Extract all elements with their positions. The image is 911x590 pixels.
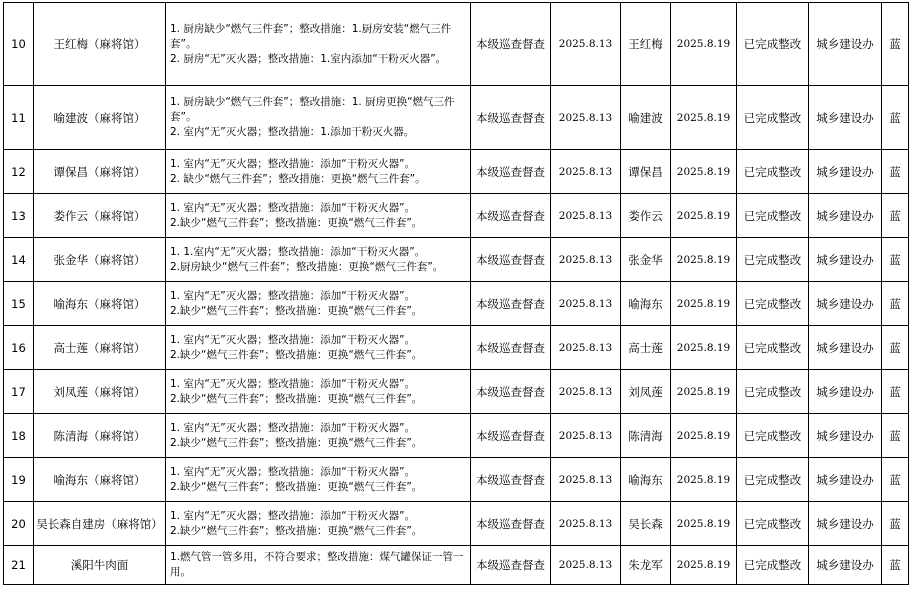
status-cell xyxy=(737,370,809,414)
risk-level-cell xyxy=(882,414,909,458)
status-cell xyxy=(737,546,809,585)
row-number xyxy=(4,458,34,502)
issue-line: 2.缺少“燃气三件套”；整改措施：更换“燃气三件套”。 xyxy=(170,216,423,229)
risk-level-text: 蓝 xyxy=(889,208,901,223)
risk-level-cell xyxy=(882,194,909,238)
status-text: 已完成整改 xyxy=(743,252,802,267)
found-date-text: 2025.8.13 xyxy=(558,473,613,486)
table-row xyxy=(4,86,909,150)
location-text: 高士莲（麻将馆） xyxy=(53,340,146,355)
source-cell xyxy=(471,238,551,282)
location-text: 喻海东（麻将馆） xyxy=(53,472,146,487)
issue-line: 1. 室内“无”灭火器；整改措施：添加“干粉灭火器”。 xyxy=(170,157,416,170)
location-cell xyxy=(34,414,166,458)
row-number xyxy=(4,326,34,370)
risk-level-text: 蓝 xyxy=(889,110,901,125)
row-number xyxy=(4,3,34,86)
person-text: 谭保昌 xyxy=(628,164,663,179)
person-text: 刘凤莲 xyxy=(628,384,663,399)
row-number xyxy=(4,150,34,194)
person-text: 陈清海 xyxy=(628,428,663,443)
table-row xyxy=(4,3,909,86)
department-text: 城乡建设办 xyxy=(816,472,874,487)
table-row xyxy=(4,194,909,238)
department-text: 城乡建设办 xyxy=(816,252,874,267)
issue-line: 2.厨房缺少“燃气三件套”；整改措施：更换“燃气三件套”。 xyxy=(170,260,444,273)
found-date-text: 2025.8.13 xyxy=(558,297,613,310)
deadline-cell xyxy=(671,238,737,282)
issue-line: 2.缺少“燃气三件套”；整改措施：更换“燃气三件套”。 xyxy=(170,392,423,405)
row-number xyxy=(4,546,34,585)
person-text: 高士莲 xyxy=(628,340,663,355)
source-cell xyxy=(471,326,551,370)
issue-line: 2. 缺少“燃气三件套”；整改措施：更换“燃气三件套”。 xyxy=(170,172,426,185)
source-text: 本级巡查督查 xyxy=(476,37,545,51)
risk-level-cell xyxy=(882,370,909,414)
department-text: 城乡建设办 xyxy=(816,516,874,531)
deadline-cell xyxy=(671,3,737,86)
source-text: 本级巡查督查 xyxy=(476,472,545,487)
found-date-text: 2025.8.13 xyxy=(558,209,613,222)
location-text: 张金华（麻将馆） xyxy=(53,252,146,267)
risk-level-cell xyxy=(882,150,909,194)
status-text: 已完成整改 xyxy=(743,428,802,443)
row-number xyxy=(4,194,34,238)
row-number-text: 18 xyxy=(11,428,26,443)
deadline-text: 2025.8.19 xyxy=(676,297,731,310)
status-cell xyxy=(737,150,809,194)
row-number-text: 16 xyxy=(11,340,26,355)
risk-level-text: 蓝 xyxy=(889,516,901,531)
status-text: 已完成整改 xyxy=(743,472,802,487)
person-cell xyxy=(621,150,671,194)
risk-level-cell xyxy=(882,546,909,585)
person-cell xyxy=(621,370,671,414)
deadline-text: 2025.8.19 xyxy=(676,473,731,486)
location-cell xyxy=(34,326,166,370)
found-date-text: 2025.8.13 xyxy=(558,559,613,571)
location-text: 刘凤莲（麻将馆） xyxy=(53,384,146,399)
found-date-cell xyxy=(551,238,621,282)
location-text: 王红梅（麻将馆） xyxy=(53,37,146,51)
risk-level-text: 蓝 xyxy=(889,252,901,267)
row-number-text: 15 xyxy=(11,296,26,311)
status-cell xyxy=(737,458,809,502)
source-text: 本级巡查督查 xyxy=(476,516,545,531)
issue-cell xyxy=(166,3,471,86)
issue-cell xyxy=(166,502,471,546)
source-cell xyxy=(471,3,551,86)
issue-cell xyxy=(166,546,471,585)
found-date-text: 2025.8.13 xyxy=(558,385,613,398)
person-text: 朱龙军 xyxy=(628,558,663,572)
table-body xyxy=(4,3,909,585)
person-text: 张金华 xyxy=(628,252,663,267)
table-row xyxy=(4,546,909,585)
department-text: 城乡建设办 xyxy=(816,340,874,355)
found-date-text: 2025.8.13 xyxy=(558,38,613,50)
department-cell xyxy=(809,502,882,546)
issue-line: 2. 厨房“无”灭火器；整改措施：1.室内添加“干粉灭火器”。 xyxy=(170,52,447,65)
risk-level-text: 蓝 xyxy=(889,558,901,572)
source-cell xyxy=(471,458,551,502)
person-text: 吴长森 xyxy=(628,516,663,531)
table-row xyxy=(4,238,909,282)
found-date-text: 2025.8.13 xyxy=(558,165,613,178)
person-cell xyxy=(621,546,671,585)
department-cell xyxy=(809,370,882,414)
location-text: 谭保昌（麻将馆） xyxy=(53,164,146,179)
person-cell xyxy=(621,282,671,326)
status-text: 已完成整改 xyxy=(743,558,802,572)
source-text: 本级巡查督查 xyxy=(476,164,545,179)
status-cell xyxy=(737,86,809,150)
source-text: 本级巡查督查 xyxy=(476,558,545,572)
person-cell xyxy=(621,458,671,502)
person-cell xyxy=(621,238,671,282)
location-cell xyxy=(34,546,166,585)
deadline-cell xyxy=(671,86,737,150)
issue-cell xyxy=(166,238,471,282)
row-number-text: 10 xyxy=(11,37,26,51)
row-number-text: 20 xyxy=(11,516,26,531)
person-cell xyxy=(621,3,671,86)
department-text: 城乡建设办 xyxy=(816,384,874,399)
source-text: 本级巡查督查 xyxy=(476,252,545,267)
department-cell xyxy=(809,326,882,370)
location-text: 陈清海（麻将馆） xyxy=(53,428,146,443)
status-text: 已完成整改 xyxy=(743,340,802,355)
issue-line: 1. 室内“无”灭火器；整改措施：添加“干粉灭火器”。 xyxy=(170,465,416,478)
found-date-text: 2025.8.13 xyxy=(558,429,613,442)
found-date-cell xyxy=(551,3,621,86)
location-text: 溪阳牛肉面 xyxy=(70,558,129,572)
status-text: 已完成整改 xyxy=(743,164,802,179)
risk-level-cell xyxy=(882,86,909,150)
department-cell xyxy=(809,86,882,150)
found-date-cell xyxy=(551,458,621,502)
deadline-cell xyxy=(671,194,737,238)
issue-line: 2.缺少“燃气三件套”；整改措施：更换“燃气三件套”。 xyxy=(170,304,423,317)
row-number xyxy=(4,370,34,414)
location-cell xyxy=(34,150,166,194)
issue-line: 1. 厨房缺少“燃气三件套”；整改措施：1.厨房安装“燃气三件套”。 xyxy=(170,22,452,50)
status-cell xyxy=(737,194,809,238)
source-cell xyxy=(471,150,551,194)
issue-line: 1. 室内“无”灭火器；整改措施：添加“干粉灭火器”。 xyxy=(170,509,416,522)
issue-line: 2. 室内“无”灭火器；整改措施：1.添加干粉灭火器。 xyxy=(170,126,415,138)
found-date-text: 2025.8.13 xyxy=(558,517,613,530)
department-cell xyxy=(809,414,882,458)
source-cell xyxy=(471,502,551,546)
department-cell xyxy=(809,3,882,86)
person-text: 喻海东 xyxy=(628,472,663,487)
deadline-cell xyxy=(671,282,737,326)
location-text: 娄作云（麻将馆） xyxy=(53,208,146,223)
location-cell xyxy=(34,238,166,282)
department-cell xyxy=(809,238,882,282)
deadline-text: 2025.8.19 xyxy=(676,341,731,354)
location-cell xyxy=(34,458,166,502)
issue-line: 2.缺少“燃气三件套”；整改措施：更换“燃气三件套”。 xyxy=(170,348,423,361)
table-row xyxy=(4,458,909,502)
issue-line: 1. 室内“无”灭火器；整改措施：添加“干粉灭火器”。 xyxy=(170,421,416,434)
location-text: 吴长森自建房（麻将馆） xyxy=(36,516,163,531)
department-text: 城乡建设办 xyxy=(816,428,874,443)
found-date-cell xyxy=(551,282,621,326)
deadline-text: 2025.8.19 xyxy=(676,38,731,50)
source-cell xyxy=(471,282,551,326)
department-cell xyxy=(809,458,882,502)
row-number-text: 13 xyxy=(11,208,26,223)
deadline-cell xyxy=(671,458,737,502)
source-cell xyxy=(471,546,551,585)
found-date-cell xyxy=(551,370,621,414)
source-text: 本级巡查督查 xyxy=(476,340,545,355)
found-date-cell xyxy=(551,546,621,585)
department-cell xyxy=(809,150,882,194)
person-text: 娄作云 xyxy=(628,208,663,223)
status-cell xyxy=(737,238,809,282)
issue-cell xyxy=(166,150,471,194)
source-text: 本级巡查督查 xyxy=(476,296,545,311)
found-date-cell xyxy=(551,326,621,370)
location-cell xyxy=(34,370,166,414)
risk-level-cell xyxy=(882,282,909,326)
deadline-cell xyxy=(671,326,737,370)
status-text: 已完成整改 xyxy=(743,208,802,223)
found-date-cell xyxy=(551,194,621,238)
status-cell xyxy=(737,414,809,458)
risk-level-cell xyxy=(882,326,909,370)
risk-level-text: 蓝 xyxy=(889,428,901,443)
risk-level-text: 蓝 xyxy=(889,296,901,311)
issue-cell xyxy=(166,326,471,370)
risk-level-text: 蓝 xyxy=(889,472,901,487)
row-number xyxy=(4,502,34,546)
row-number-text: 21 xyxy=(11,558,26,572)
row-number-text: 17 xyxy=(11,384,26,399)
table-row xyxy=(4,414,909,458)
source-cell xyxy=(471,370,551,414)
issue-line: 1. 室内“无”灭火器；整改措施：添加“干粉灭火器”。 xyxy=(170,289,416,302)
department-text: 城乡建设办 xyxy=(816,296,874,311)
table-row xyxy=(4,150,909,194)
department-text: 城乡建设办 xyxy=(816,37,874,51)
risk-level-text: 蓝 xyxy=(889,340,901,355)
issue-cell xyxy=(166,86,471,150)
person-cell xyxy=(621,326,671,370)
row-number xyxy=(4,282,34,326)
deadline-text: 2025.8.19 xyxy=(676,559,731,571)
deadline-cell xyxy=(671,414,737,458)
deadline-cell xyxy=(671,546,737,585)
status-text: 已完成整改 xyxy=(743,384,802,399)
source-cell xyxy=(471,194,551,238)
issue-line: 2.缺少“燃气三件套”；整改措施：更换“燃气三件套”。 xyxy=(170,524,423,537)
status-text: 已完成整改 xyxy=(743,516,802,531)
department-text: 城乡建设办 xyxy=(816,558,874,572)
table-row xyxy=(4,502,909,546)
person-cell xyxy=(621,502,671,546)
location-text: 喻建波（麻将馆） xyxy=(53,110,146,125)
department-cell xyxy=(809,546,882,585)
table-row xyxy=(4,326,909,370)
source-cell xyxy=(471,86,551,150)
risk-level-cell xyxy=(882,458,909,502)
status-text: 已完成整改 xyxy=(743,296,802,311)
location-text: 喻海东（麻将馆） xyxy=(53,296,146,311)
department-cell xyxy=(809,282,882,326)
deadline-cell xyxy=(671,502,737,546)
found-date-text: 2025.8.13 xyxy=(558,341,613,354)
issue-line: 1.燃气管一管多用，不符合要求；整改措施：煤气罐保证一管一用。 xyxy=(170,551,464,578)
deadline-text: 2025.8.19 xyxy=(676,429,731,442)
found-date-cell xyxy=(551,86,621,150)
issue-cell xyxy=(166,194,471,238)
location-cell xyxy=(34,502,166,546)
location-cell xyxy=(34,3,166,86)
issue-line: 1. 1.室内“无”灭火器；整改措施：添加“干粉灭火器”。 xyxy=(170,245,426,258)
row-number-text: 11 xyxy=(11,110,26,125)
person-cell xyxy=(621,194,671,238)
status-cell xyxy=(737,3,809,86)
row-number xyxy=(4,238,34,282)
status-cell xyxy=(737,502,809,546)
deadline-cell xyxy=(671,370,737,414)
risk-level-cell xyxy=(882,238,909,282)
source-text: 本级巡查督查 xyxy=(476,208,545,223)
department-cell xyxy=(809,194,882,238)
department-text: 城乡建设办 xyxy=(816,110,874,125)
source-text: 本级巡查督查 xyxy=(476,110,545,125)
issue-cell xyxy=(166,458,471,502)
department-text: 城乡建设办 xyxy=(816,208,874,223)
issue-cell xyxy=(166,414,471,458)
issue-line: 2.缺少“燃气三件套”；整改措施：更换“燃气三件套”。 xyxy=(170,480,423,493)
found-date-text: 2025.8.13 xyxy=(558,253,613,266)
deadline-text: 2025.8.19 xyxy=(676,253,731,266)
person-cell xyxy=(621,86,671,150)
row-number-text: 12 xyxy=(11,164,26,179)
deadline-cell xyxy=(671,150,737,194)
row-number xyxy=(4,86,34,150)
department-text: 城乡建设办 xyxy=(816,164,874,179)
row-number-text: 19 xyxy=(11,472,26,487)
issue-line: 1. 室内“无”灭火器；整改措施：添加“干粉灭火器”。 xyxy=(170,377,416,390)
issue-line: 1. 室内“无”灭火器；整改措施：添加“干粉灭火器”。 xyxy=(170,333,416,346)
location-cell xyxy=(34,86,166,150)
risk-level-text: 蓝 xyxy=(889,384,901,399)
risk-level-text: 蓝 xyxy=(889,37,901,51)
risk-level-cell xyxy=(882,3,909,86)
hazard-rectification-table xyxy=(3,2,909,585)
source-text: 本级巡查督查 xyxy=(476,428,545,443)
status-cell xyxy=(737,282,809,326)
table-row xyxy=(4,282,909,326)
issue-line: 1. 厨房缺少“燃气三件套”；整改措施：1. 厨房更换“燃气三件套”。 xyxy=(170,96,455,123)
person-cell xyxy=(621,414,671,458)
issue-cell xyxy=(166,370,471,414)
deadline-text: 2025.8.19 xyxy=(676,385,731,398)
person-text: 王红梅 xyxy=(628,37,663,51)
found-date-text: 2025.8.13 xyxy=(558,111,613,124)
issue-cell xyxy=(166,282,471,326)
found-date-cell xyxy=(551,502,621,546)
issue-line: 1. 室内“无”灭火器；整改措施：添加“干粉灭火器”。 xyxy=(170,201,416,214)
row-number xyxy=(4,414,34,458)
issue-line: 2.缺少“燃气三件套”；整改措施：更换“燃气三件套”。 xyxy=(170,436,423,449)
found-date-cell xyxy=(551,150,621,194)
risk-level-text: 蓝 xyxy=(889,164,901,179)
risk-level-cell xyxy=(882,502,909,546)
source-cell xyxy=(471,414,551,458)
deadline-text: 2025.8.19 xyxy=(676,517,731,530)
person-text: 喻海东 xyxy=(628,296,663,311)
person-text: 喻建波 xyxy=(628,110,663,125)
found-date-cell xyxy=(551,414,621,458)
deadline-text: 2025.8.19 xyxy=(676,165,731,178)
row-number-text: 14 xyxy=(11,252,26,267)
status-cell xyxy=(737,326,809,370)
status-text: 已完成整改 xyxy=(743,37,802,51)
table-row xyxy=(4,370,909,414)
location-cell xyxy=(34,194,166,238)
deadline-text: 2025.8.19 xyxy=(676,111,731,124)
location-cell xyxy=(34,282,166,326)
deadline-text: 2025.8.19 xyxy=(676,209,731,222)
source-text: 本级巡查督查 xyxy=(476,384,545,399)
status-text: 已完成整改 xyxy=(743,110,802,125)
